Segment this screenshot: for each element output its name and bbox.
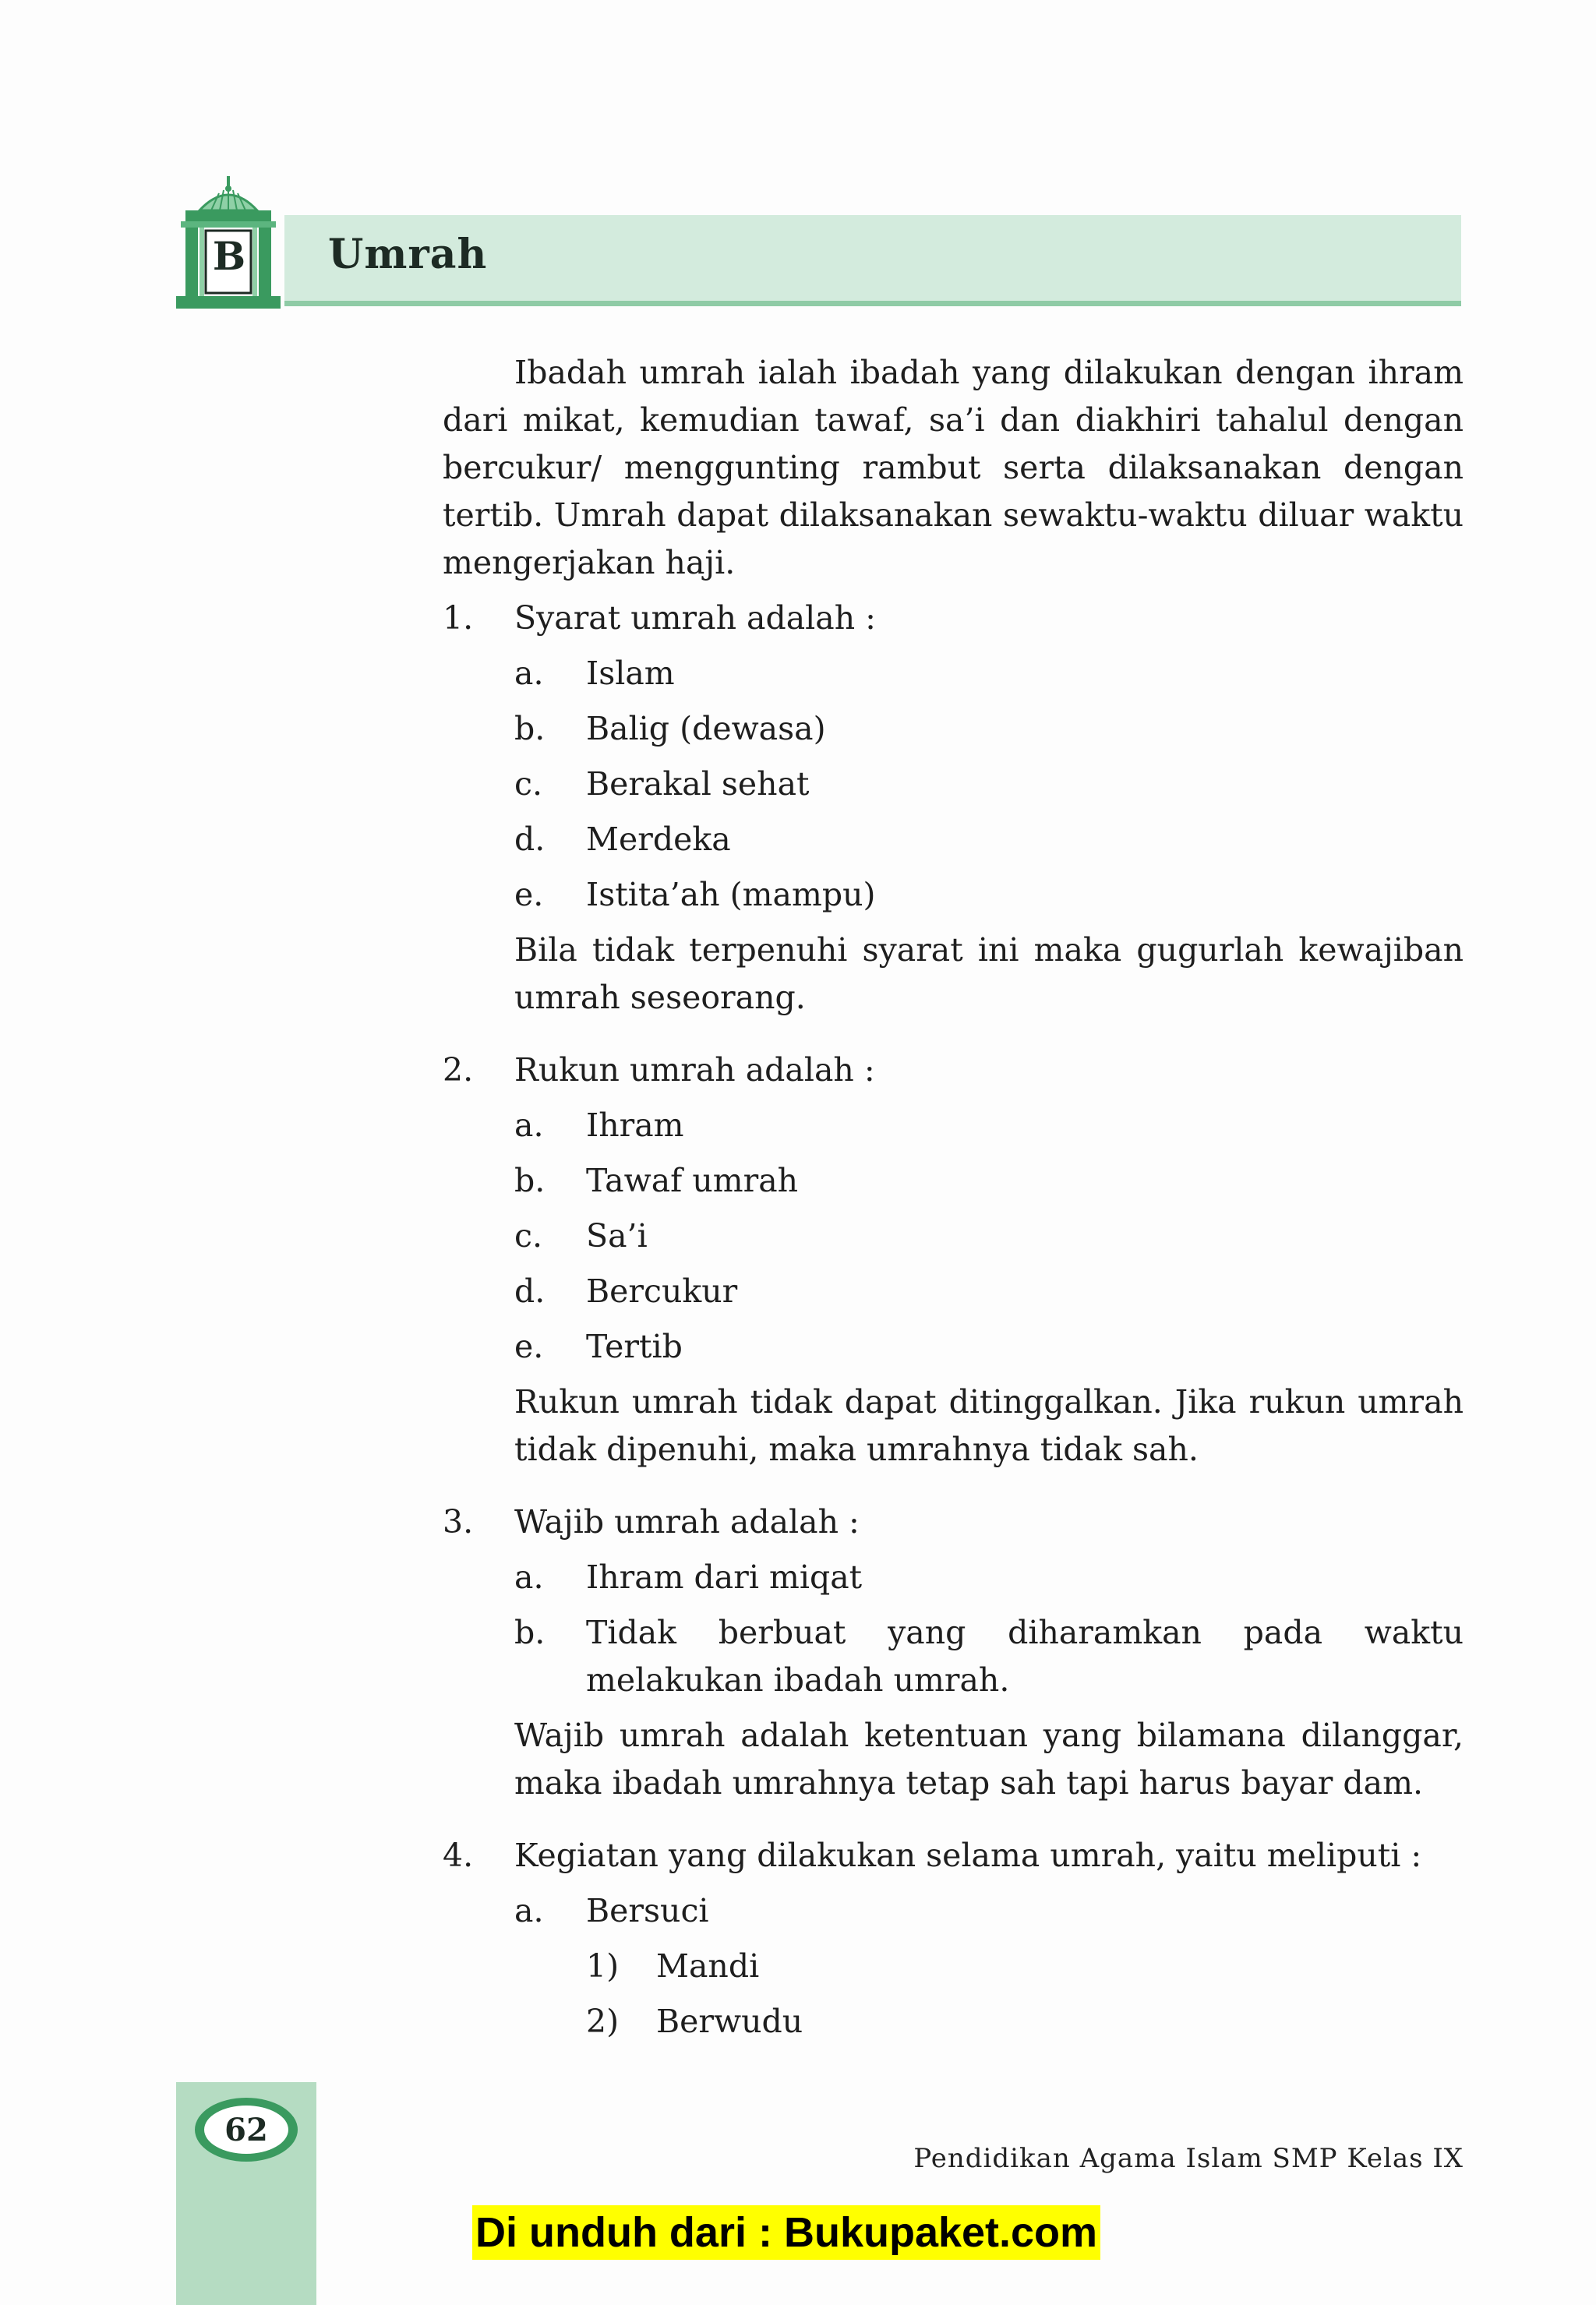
book-title-footer: Pendidikan Agama Islam SMP Kelas IX bbox=[913, 2143, 1464, 2174]
item-number: 2. bbox=[443, 1051, 474, 1089]
sub-item bbox=[443, 871, 1464, 919]
sub-item bbox=[443, 1213, 1464, 1260]
download-banner: Di unduh dari : Bukupaket.com bbox=[472, 2205, 1100, 2260]
list-item bbox=[443, 1047, 1464, 1094]
sub-item-text: Sa’i bbox=[586, 1217, 648, 1255]
sub-sub-item-number: 1) bbox=[586, 1947, 620, 1985]
sub-item bbox=[443, 1102, 1464, 1149]
sub-item-letter: d. bbox=[514, 821, 546, 858]
sub-item-letter: b. bbox=[514, 1614, 546, 1651]
sub-sub-item bbox=[443, 1943, 1464, 1990]
sub-item bbox=[443, 1554, 1464, 1601]
item-number: 1. bbox=[443, 599, 474, 637]
sub-item-text: Tidak berbuat yang diharamkan pada waktu melakukan ibadah umrah. bbox=[586, 1614, 1464, 1699]
item-note: Rukun umrah tidak dapat ditinggalkan. Jika rukun umrah tidak dipenuhi, maka umrahnya tidak sah. bbox=[514, 1383, 1464, 1468]
sub-item-text: Islam bbox=[586, 655, 675, 692]
sub-item-text: Bercukur bbox=[586, 1273, 738, 1310]
list-item bbox=[443, 1498, 1464, 1546]
sub-item-letter: b. bbox=[514, 1162, 546, 1199]
sub-sub-item-number: 2) bbox=[586, 2003, 620, 2040]
sub-item-text: Ihram bbox=[586, 1107, 684, 1144]
sub-item bbox=[443, 650, 1464, 697]
sub-item-text: Berakal sehat bbox=[586, 765, 810, 803]
sub-item bbox=[443, 1887, 1464, 1935]
sub-item-letter: a. bbox=[514, 1892, 544, 1929]
section-letter: B bbox=[212, 233, 246, 279]
intro-paragraph: Ibadah umrah ialah ibadah yang dilakukan dengan ihram dari mikat, kemudian tawaf, sa’i dan diakhiri tahalul dengan bercukur/ menggunting rambut serta dilaksanakan dengan tertib. Umrah dapat dilaksanakan sewaktu-waktu diluar waktu mengerjakan haji. bbox=[443, 354, 1464, 581]
sub-item-text: Tertib bbox=[586, 1328, 683, 1365]
item-note: Wajib umrah adalah ketentuan yang bilamana dilanggar, maka ibadah umrahnya tetap sah tapi harus bayar dam. bbox=[514, 1717, 1464, 1802]
sub-sub-item-text: Mandi bbox=[656, 1947, 760, 1985]
sub-sub-item-text: Berwudu bbox=[656, 2003, 803, 2040]
item-heading: Wajib umrah adalah : bbox=[514, 1503, 860, 1541]
sub-item-letter: c. bbox=[514, 765, 542, 803]
sub-item bbox=[443, 1609, 1464, 1704]
sub-item bbox=[443, 816, 1464, 863]
sub-item bbox=[443, 705, 1464, 753]
sub-item-letter: e. bbox=[514, 1328, 544, 1365]
list-item bbox=[443, 1832, 1464, 1880]
item-heading: Syarat umrah adalah : bbox=[514, 599, 876, 637]
sub-item-letter: e. bbox=[514, 876, 544, 913]
section-title: Umrah bbox=[328, 231, 488, 278]
sub-item-letter: b. bbox=[514, 710, 546, 747]
sub-item-letter: a. bbox=[514, 1107, 544, 1144]
sub-item-letter: a. bbox=[514, 655, 544, 692]
item-heading: Rukun umrah adalah : bbox=[514, 1051, 875, 1089]
sub-item-text: Bersuci bbox=[586, 1892, 709, 1929]
sub-item-text: Ihram dari miqat bbox=[586, 1558, 863, 1596]
sub-item-letter: a. bbox=[514, 1558, 544, 1596]
item-number: 4. bbox=[443, 1837, 474, 1874]
item-number: 3. bbox=[443, 1503, 474, 1541]
sub-sub-item bbox=[443, 1998, 1464, 2046]
section-header-underline bbox=[284, 301, 1461, 306]
sub-item-text: Balig (dewasa) bbox=[586, 710, 826, 747]
sub-item bbox=[443, 1323, 1464, 1371]
sub-item-text: Tawaf umrah bbox=[586, 1162, 799, 1199]
sub-item-text: Merdeka bbox=[586, 821, 731, 858]
page-number: 62 bbox=[204, 2106, 288, 2154]
sub-item bbox=[443, 1268, 1464, 1315]
sub-item bbox=[443, 1157, 1464, 1205]
sub-item-text: Istita’ah (mampu) bbox=[586, 876, 876, 913]
sub-item-letter: d. bbox=[514, 1273, 546, 1310]
sub-item-letter: c. bbox=[514, 1217, 542, 1255]
item-heading: Kegiatan yang dilakukan selama umrah, yaitu meliputi : bbox=[514, 1837, 1422, 1874]
item-note: Bila tidak terpenuhi syarat ini maka gugurlah kewajiban umrah seseorang. bbox=[514, 931, 1464, 1016]
body-text bbox=[443, 349, 1464, 2046]
sub-item bbox=[443, 761, 1464, 808]
list-item bbox=[443, 595, 1464, 642]
